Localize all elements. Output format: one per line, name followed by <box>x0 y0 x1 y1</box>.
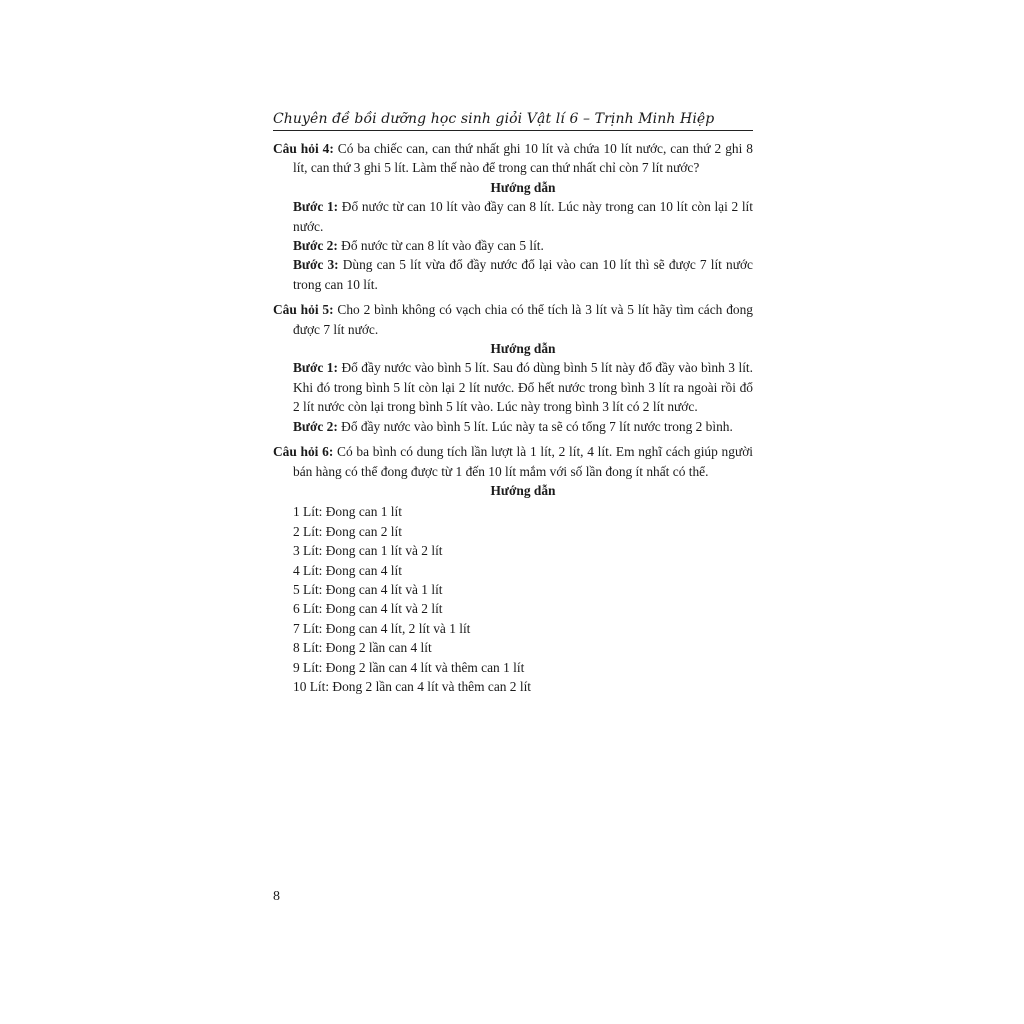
list-item: 3 Lít: Đong can 1 lít và 2 lít <box>293 543 443 559</box>
list-item: 6 Lít: Đong can 4 lít và 2 lít <box>293 601 443 617</box>
question-4-text: Có ba chiếc can, can thứ nhất ghi 10 lít và chứa 10 lít nước, can thứ 2 ghi 8 lít, can thứ 3 ghi 5 lít. Làm thế nào để trong can thứ nhất chỉ còn 7 lít nước? <box>293 141 753 176</box>
question-6-text: Có ba bình có dung tích lần lượt là 1 lít, 2 lít, 4 lít. Em nghĩ cách giúp người bán hàng có thể đong được từ 1 đến 10 lít mắm với số lần đong ít nhất có thể. <box>293 444 754 479</box>
question-6 <box>273 442 753 481</box>
list-item: 4 Lít: Đong can 4 lít <box>293 562 402 578</box>
step-text: Đổ nước từ can 8 lít vào đầy can 5 lít. <box>337 238 544 254</box>
question-4 <box>273 139 753 178</box>
step-label: Bước 1: <box>293 360 338 376</box>
running-header: Chuyên đề bồi dưỡng học sinh giỏi Vật lí 6 – Trịnh Minh Hiệp <box>273 108 753 131</box>
list-item: 2 Lít: Đong can 2 lít <box>293 523 402 539</box>
step-label: Bước 2: <box>293 238 338 254</box>
document-page <box>273 108 753 696</box>
list-item: 5 Lít: Đong can 4 lít và 1 lít <box>293 581 443 597</box>
list-item: 7 Lít: Đong can 4 lít, 2 lít và 1 lít <box>293 620 471 636</box>
page-number: 8 <box>273 889 280 904</box>
list-item: 1 Lít: Đong can 1 lít <box>293 504 402 520</box>
q4-step-2 <box>273 236 753 255</box>
question-5-label: Câu hỏi 5: <box>273 302 334 318</box>
q5-step-2 <box>273 417 753 436</box>
question-4-label: Câu hỏi 4: <box>273 141 334 156</box>
step-label: Bước 2: <box>293 418 338 434</box>
list-item: 10 Lít: Đong 2 lần can 4 lít và thêm can 2 lít <box>293 678 532 694</box>
step-text: Dùng can 5 lít vừa đổ đầy nước đổ lại vào can 10 lít thì sẽ được 7 lít nước trong can 10 lít. <box>293 257 753 292</box>
step-label: Bước 3: <box>293 257 339 273</box>
question-5 <box>273 300 753 339</box>
guide-title-4: Hướng dẫn <box>490 179 556 195</box>
question-5-text: Cho 2 bình không có vạch chia có thể tích là 3 lít và 5 lít hãy tìm cách đong được 7 lít nước. <box>293 302 753 337</box>
step-text: Đổ đầy nước vào bình 5 lít. Sau đó dùng bình 5 lít này đổ đầy vào bình 3 lít. Khi đó trong bình 5 lít còn lại 2 lít nước. Đổ hết nước trong bình 3 lít ra ngoài rồi đổ 2 lít nước còn lại trong bình 5 lít vào. Lúc này trong bình 3 lít có 2 lít nước. <box>293 360 753 415</box>
question-6-label: Câu hỏi 6: <box>273 444 334 460</box>
q5-step-1 <box>273 358 753 416</box>
guide-title-6: Hướng dẫn <box>490 482 556 498</box>
step-label: Bước 1: <box>293 199 339 215</box>
guide-title-5: Hướng dẫn <box>490 341 556 357</box>
list-item: 8 Lít: Đong 2 lần can 4 lít <box>293 640 432 656</box>
step-text: Đổ đầy nước vào bình 5 lít. Lúc này ta sẽ có tổng 7 lít nước trong 2 bình. <box>337 418 733 434</box>
q4-step-3 <box>273 255 753 294</box>
answer-list <box>273 502 753 696</box>
list-item: 9 Lít: Đong 2 lần can 4 lít và thêm can 1 lít <box>293 659 525 675</box>
q4-step-1 <box>273 197 753 236</box>
step-text: Đổ nước từ can 10 lít vào đầy can 8 lít. Lúc này trong can 10 lít còn lại 2 lít nước. <box>293 199 753 234</box>
